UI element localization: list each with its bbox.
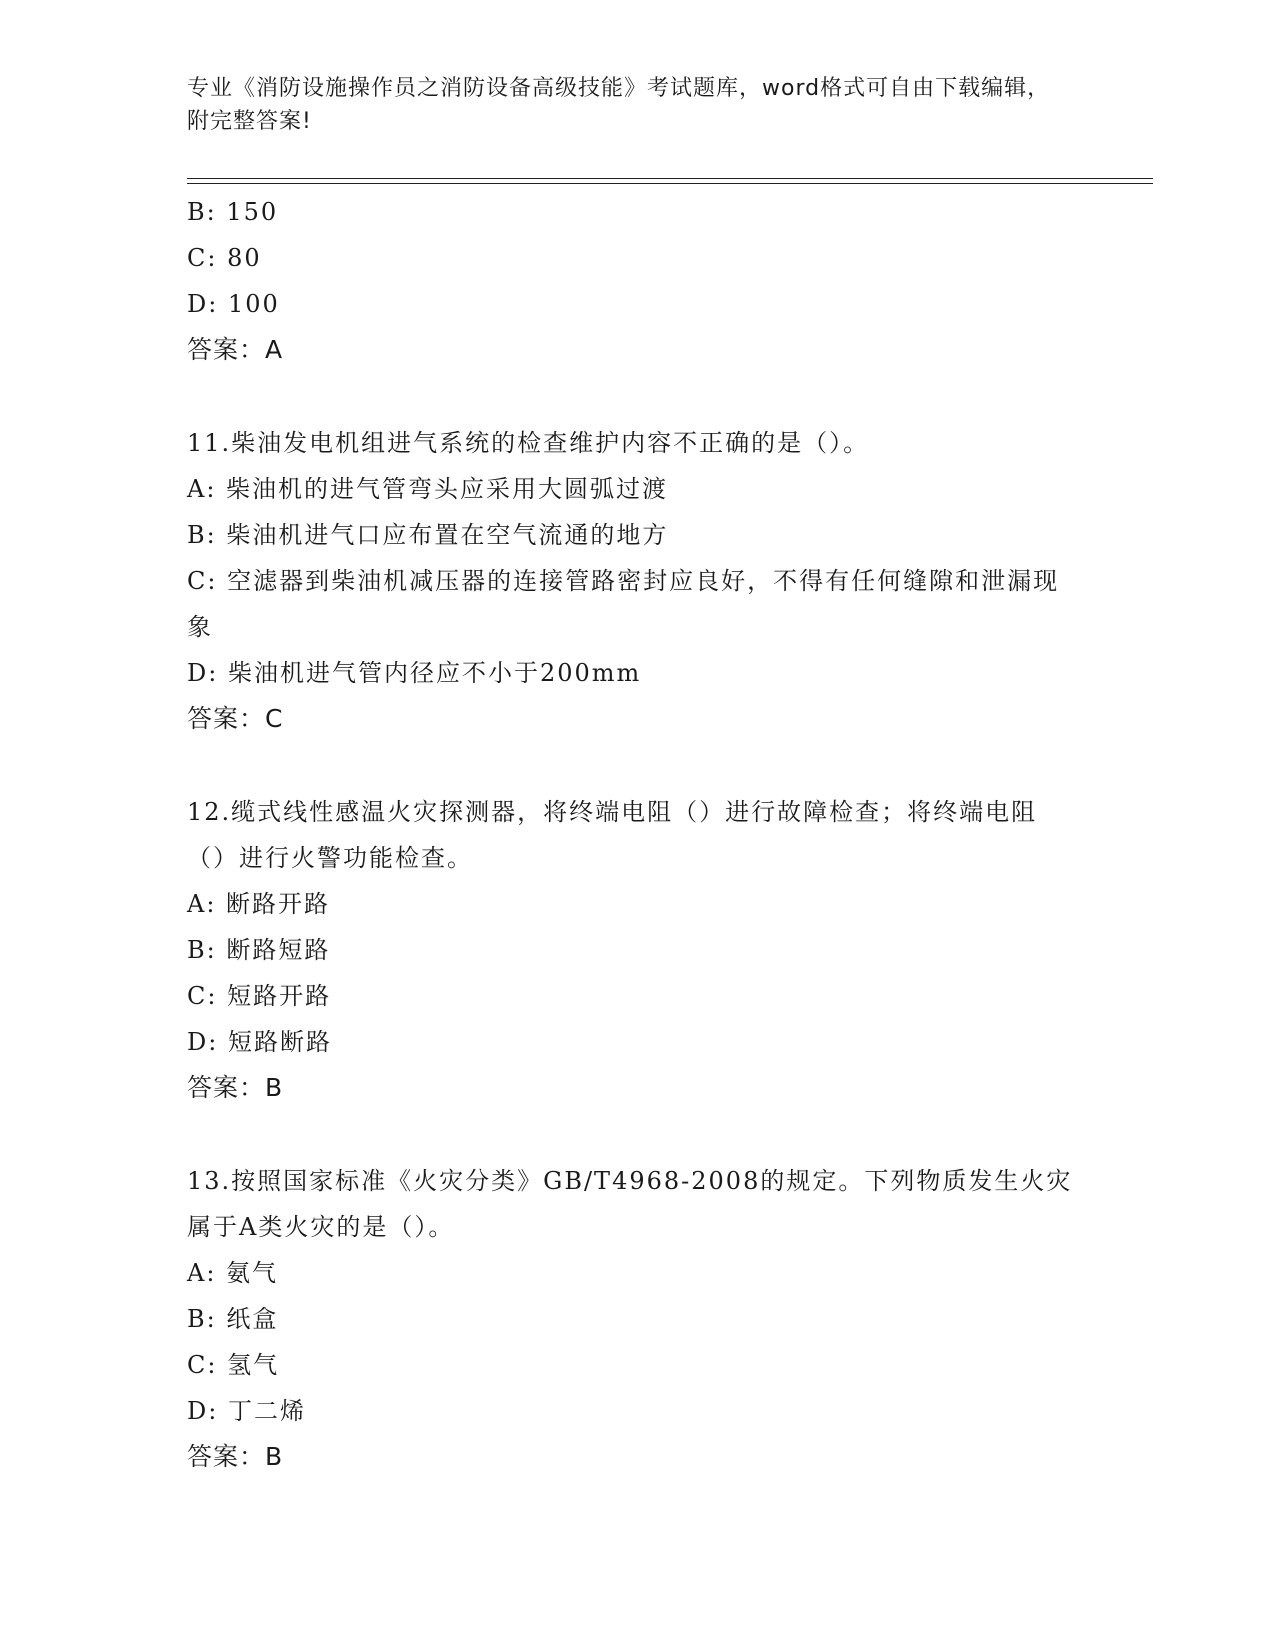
- answer-line: 答案：B: [187, 1073, 284, 1102]
- question-11: [187, 420, 1077, 742]
- option-a: A: 柴油机的进气管弯头应采用大圆弧过渡: [187, 475, 669, 503]
- option-c: C: 短路开路: [187, 982, 332, 1010]
- question-13: [187, 1158, 1077, 1480]
- option-b: B: 纸盒: [187, 1305, 279, 1333]
- option-c: C: 空滤器到柴油机减压器的连接管路密封应良好，不得有任何缝隙和泄漏现象: [187, 567, 1060, 641]
- option-d: D: 柴油机进气管内径应不小于200mm: [187, 659, 642, 687]
- option-c: C: 氢气: [187, 1351, 280, 1379]
- question-content: [187, 189, 1077, 1480]
- header-rule-top: [187, 178, 1153, 179]
- option-b: B: 断路短路: [187, 936, 331, 964]
- option-c: C: 80: [187, 244, 262, 272]
- option-d: D: 100: [187, 290, 280, 318]
- document-header: 专业《消防设施操作员之消防设备高级技能》考试题库，word格式可自由下载编辑，附完整答案!: [187, 76, 1051, 134]
- option-a: A: 断路开路: [187, 890, 331, 918]
- option-d: D: 丁二烯: [187, 1397, 306, 1425]
- option-a: A: 氨气: [187, 1259, 279, 1287]
- partial-question: [187, 189, 1077, 373]
- question-stem: 11.柴油发电机组进气系统的检查维护内容不正确的是（）。: [187, 429, 870, 457]
- question-stem: 13.按照国家标准《火灾分类》GB/T4968-2008的规定。下列物质发生火灾属于A类火灾的是（）。: [187, 1167, 1073, 1241]
- option-b: B: 柴油机进气口应布置在空气流通的地方: [187, 521, 669, 549]
- answer-line: 答案：B: [187, 1442, 284, 1471]
- answer-line: 答案：C: [187, 704, 284, 733]
- header-rule-bottom: [187, 183, 1153, 184]
- option-b: B: 150: [187, 198, 279, 226]
- question-stem: 12.缆式线性感温火灾探测器，将终端电阻（）进行故障检查；将终端电阻（）进行火警功能检查。: [187, 798, 1038, 872]
- answer-line: 答案：A: [187, 335, 284, 364]
- option-d: D: 短路断路: [187, 1028, 332, 1056]
- question-12: [187, 789, 1077, 1111]
